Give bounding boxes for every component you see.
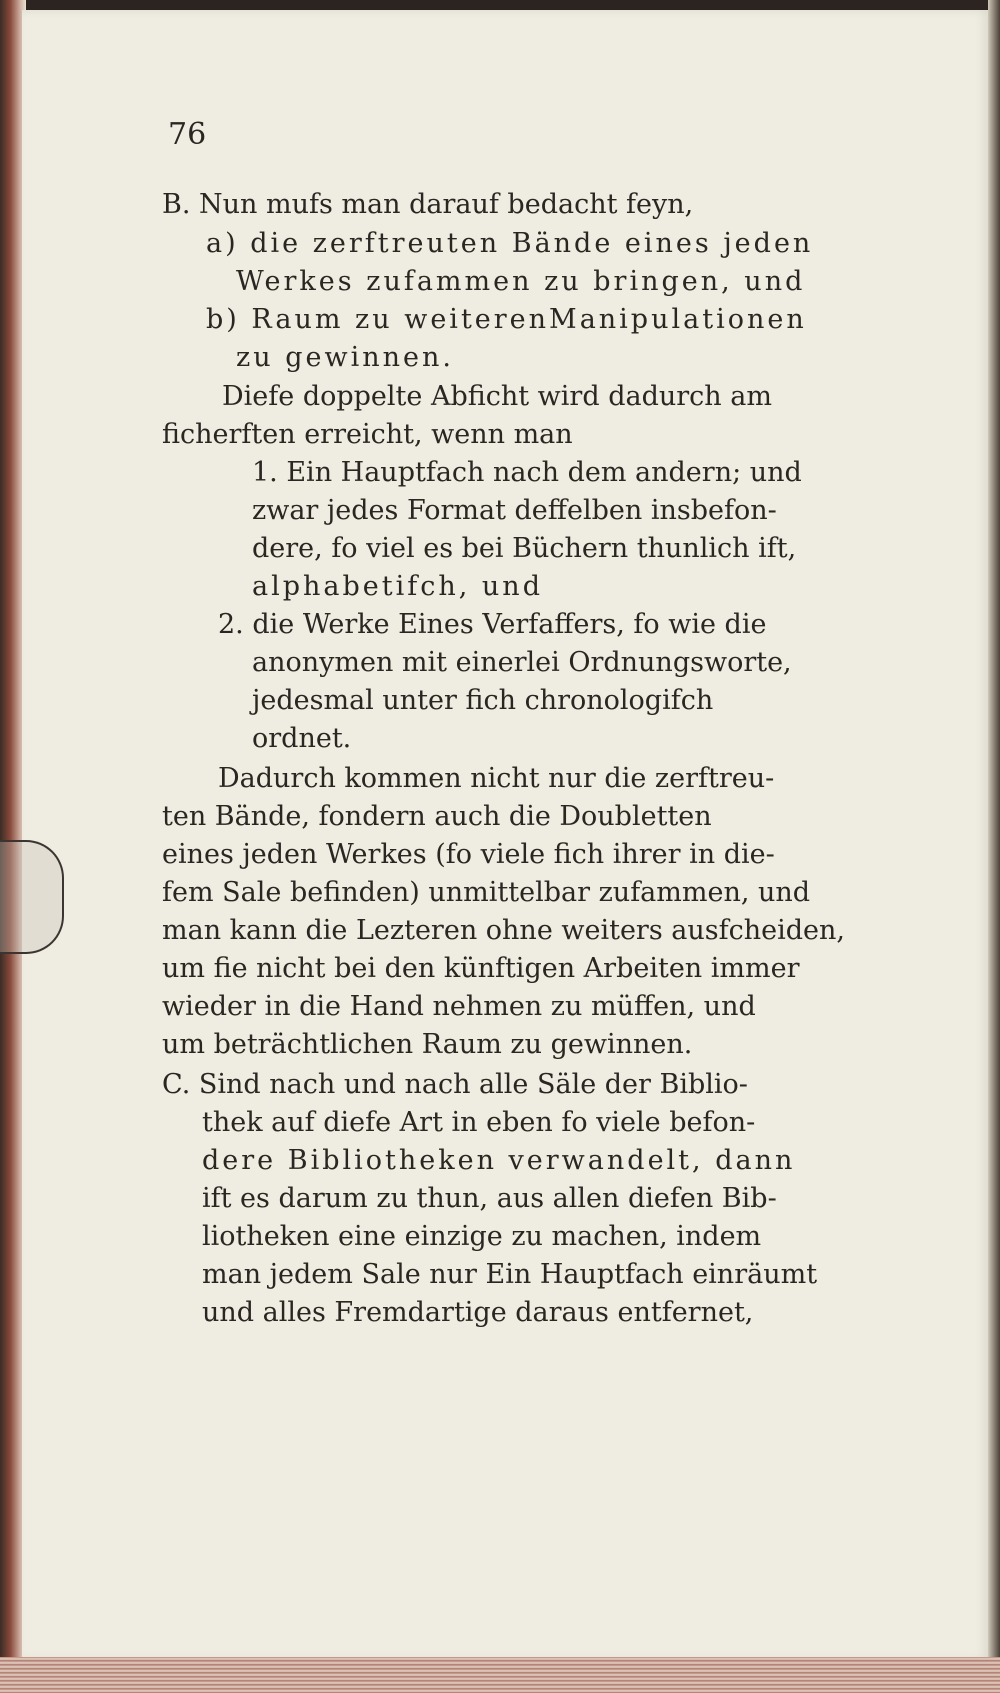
text-line: a) die zerftreuten Bände eines jeden: [206, 228, 814, 259]
text-line: eines jeden Werkes (fo viele fich ihrer in die-: [162, 839, 775, 870]
text-line: dere Bibliotheken verwandelt, dann: [202, 1145, 796, 1176]
text-line: jedesmal unter fich chronologifch: [252, 685, 714, 716]
book-edge-right: [988, 0, 1000, 1693]
text-line: um fie nicht bei den künftigen Arbeiten immer: [162, 953, 800, 984]
text-line: anonymen mit einerlei Ordnungsworte,: [252, 647, 792, 678]
text-line: thek auf diefe Art in eben fo viele befon-: [202, 1107, 756, 1138]
text-line: um beträchtlichen Raum zu gewinnen.: [162, 1029, 693, 1060]
page-text: [22, 10, 990, 1660]
text-line: ordnet.: [252, 723, 352, 754]
text-line: b) Raum zu weiterenManipulationen: [206, 304, 807, 335]
text-line: liotheken eine einzige zu machen, indem: [202, 1221, 762, 1252]
text-line: Dadurch kommen nicht nur die zerftreu-: [218, 763, 775, 794]
text-line: wieder in die Hand nehmen zu müffen, und: [162, 991, 756, 1022]
text-line: dere, fo viel es bei Büchern thunlich ift,: [252, 533, 797, 564]
text-line: B. Nun mufs man darauf bedacht feyn,: [162, 189, 694, 220]
text-line: zu gewinnen.: [236, 342, 454, 373]
text-line: man kann die Lezteren ohne weiters ausfcheiden,: [162, 915, 845, 946]
text-line: und alles Fremdartige daraus entfernet,: [202, 1297, 754, 1328]
text-line: man jedem Sale nur Ein Hauptfach einräumt: [202, 1259, 818, 1290]
text-line: Diefe doppelte Abficht wird dadurch am: [222, 381, 772, 412]
text-line: ten Bände, fondern auch die Doubletten: [162, 801, 712, 832]
text-line: 1. Ein Hauptfach nach dem andern; und: [252, 457, 802, 488]
book-page: [22, 10, 990, 1660]
text-line: 2. die Werke Eines Verfaffers, fo wie die: [218, 609, 767, 640]
bookmark-ribbon: [0, 840, 64, 954]
text-line: Werkes zufammen zu bringen, und: [236, 266, 806, 297]
text-line: C. Sind nach und nach alle Säle der Biblio-: [162, 1069, 748, 1100]
book-page-edges-bottom: [0, 1657, 1000, 1693]
page-number: 76: [168, 117, 207, 152]
text-line: ficherften erreicht, wenn man: [162, 419, 573, 450]
text-line: ift es darum zu thun, aus allen diefen Bib-: [202, 1183, 777, 1214]
text-line: fem Sale befinden) unmittelbar zufammen, und: [162, 877, 811, 908]
text-line: alphabetifch, und: [252, 571, 543, 602]
text-line: zwar jedes Format deffelben insbefon-: [252, 495, 777, 526]
